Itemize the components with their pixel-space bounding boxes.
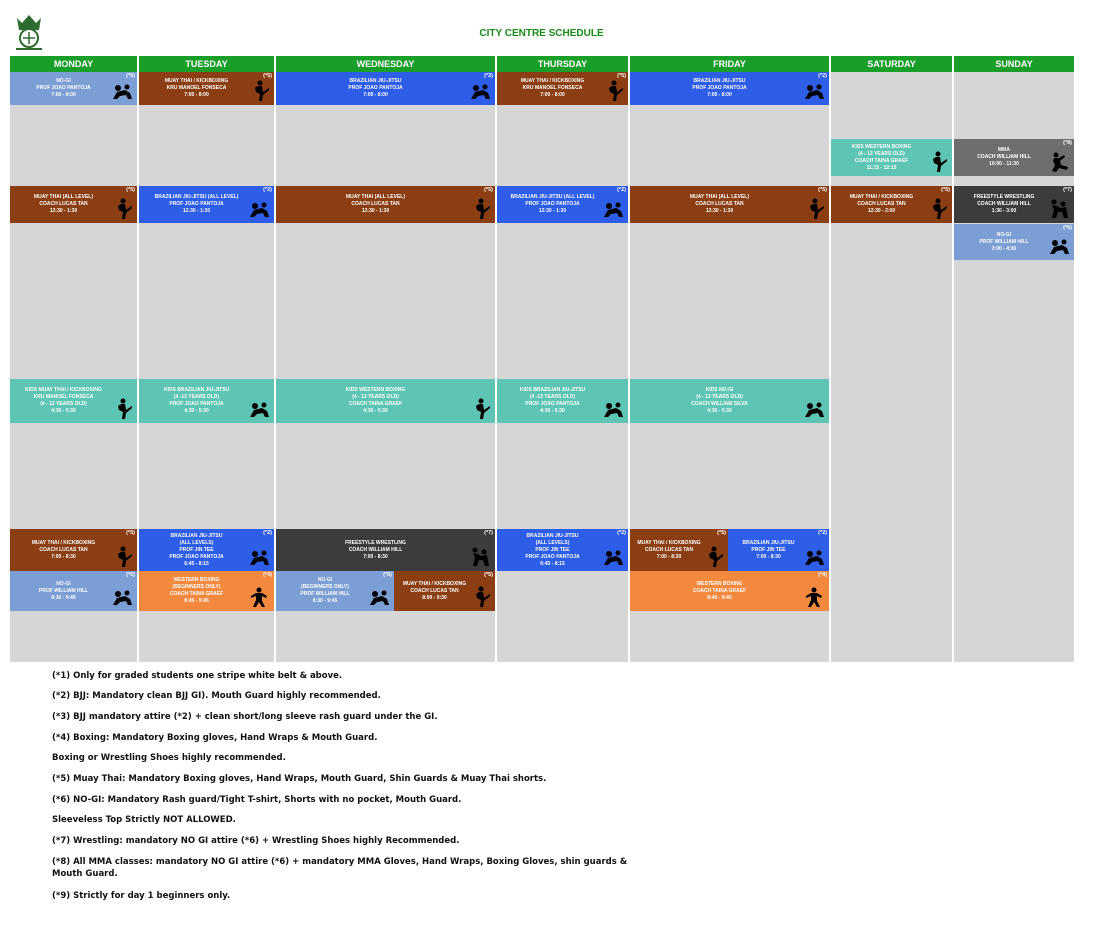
class-text: KIDS WESTERN BOXING — [345, 387, 406, 393]
note-line: (*9) Strictly for day 1 beginners only. — [52, 891, 231, 901]
class-text: COACH TAINA GRAEF — [348, 401, 403, 407]
class-block — [276, 571, 394, 611]
class-block — [630, 529, 728, 571]
class-text: 7:00 - 8:00 — [707, 92, 732, 98]
kick-figure-icon — [111, 546, 133, 568]
kick-figure-icon — [469, 198, 491, 220]
class-text: 4:30 - 5:30 — [540, 408, 565, 414]
class-info — [143, 74, 250, 103]
kick-figure-icon — [926, 198, 948, 220]
grappling-figure-icon — [111, 586, 133, 608]
class-text: KRU MANOEL FONSECA — [522, 85, 583, 91]
grappling-figure-icon — [248, 198, 270, 220]
class-text: PROF JOAO PANTOJA — [36, 85, 91, 91]
requirement-code: (*7) — [484, 530, 493, 536]
requirement-code: (*6) — [1063, 225, 1072, 231]
class-info — [280, 531, 471, 569]
class-text: 11:15 - 12:15 — [866, 164, 897, 171]
day-header-sunday: SUNDAY — [954, 56, 1074, 72]
class-text: 12:30 - 1:30 — [49, 208, 78, 214]
class-text: NO-GI — [56, 580, 71, 587]
class-text: 8:00 - 9:30 — [422, 594, 447, 601]
class-text: 7:00 - 8:30 — [363, 553, 388, 560]
class-text: COACH LUCAS TAN — [39, 546, 88, 553]
class-text: 4:30 - 5:30 — [184, 408, 209, 414]
class-text: PROF JOAO PANTOJA — [525, 401, 580, 407]
class-info — [14, 573, 113, 609]
class-text: (4 - 13 YEARS OLD) — [858, 150, 905, 157]
class-text: BRAZILIAN JIU-JITSU (ALL LEVEL) — [510, 194, 595, 200]
day-header-wednesday: WEDNESDAY — [276, 56, 495, 72]
class-block — [497, 72, 628, 105]
class-text: (4 - 12 YEARS OLD) — [40, 401, 87, 407]
class-info — [501, 381, 604, 421]
class-block — [139, 529, 274, 571]
class-text: PROF WILLIAM HILL — [300, 591, 350, 597]
kick-figure-icon — [803, 198, 825, 220]
class-info — [958, 188, 1050, 221]
class-text: (BEGINNERS ONLY) — [301, 584, 349, 590]
class-info — [634, 74, 805, 103]
class-text: BRAZILIAN JIU-JITSU — [170, 532, 223, 539]
class-info — [958, 141, 1050, 174]
note-line: (*2) BJJ: Mandatory clean BJJ GI). Mouth Guard highly recommended. — [52, 691, 381, 701]
class-text: BRAZILIAN JIU-JITSU — [526, 532, 579, 539]
class-block — [276, 379, 495, 423]
grappling-figure-icon — [248, 398, 270, 420]
class-text: 7:00 - 8:30 — [656, 553, 682, 560]
class-text: KIDS WESTERN BOXING — [851, 143, 912, 150]
class-text: 8:45 - 9:45 — [707, 594, 732, 601]
class-text: BRAZILIAN JIU-JITSU — [742, 539, 795, 546]
requirement-code: (*2) — [818, 73, 827, 79]
class-text: MUAY THAI / KICKBOXING — [849, 194, 914, 200]
class-block — [139, 571, 274, 611]
day-header-tuesday: TUESDAY — [139, 56, 274, 72]
class-text: 8:45 - 9:45 — [184, 598, 209, 604]
class-info — [634, 381, 805, 421]
class-text: MUAY THAI / KICKBOXING — [637, 539, 701, 546]
class-text: 6:45 - 8:15 — [184, 560, 209, 567]
class-text: COACH LUCAS TAN — [695, 201, 744, 207]
requirement-code: (*8) — [1063, 140, 1072, 146]
class-text: COACH LUCAS TAN — [351, 201, 400, 207]
grappling-figure-icon — [111, 80, 133, 102]
class-info — [732, 531, 805, 569]
class-text: BRAZILIAN JIU-JITSU — [693, 78, 746, 84]
class-info — [14, 531, 113, 569]
class-text: COACH LUCAS TAN — [410, 587, 459, 594]
gym-logo-icon — [10, 10, 48, 52]
class-text: (4 - 13 YEARS OLD) — [696, 394, 743, 400]
class-block — [630, 571, 829, 611]
class-text: MUAY THAI / KICKBOXING — [31, 539, 96, 546]
requirement-code: (*5) — [717, 530, 726, 536]
class-block — [831, 186, 952, 223]
class-text: COACH TAINA GRAEF — [169, 591, 224, 597]
class-block — [276, 72, 495, 105]
class-block — [497, 379, 628, 423]
class-text: KRU MANOEL FONSECA — [33, 394, 94, 400]
class-info — [280, 573, 370, 609]
class-info — [634, 531, 704, 569]
note-line: Sleeveless Top Strictly NOT ALLOWED. — [52, 815, 236, 825]
class-text: 3:00 - 4:30 — [991, 245, 1017, 252]
class-text: PROF WILLIAM HILL — [38, 587, 89, 594]
requirement-code: (*5) — [263, 73, 272, 79]
class-block — [10, 379, 137, 423]
requirement-code: (*5) — [484, 572, 493, 578]
note-line: (*5) Muay Thai: Mandatory Boxing gloves, Hand Wraps, Mouth Guard, Shin Guards & Muay Thai shorts. — [52, 774, 547, 784]
class-info — [835, 141, 928, 174]
grappling-figure-icon — [368, 586, 390, 608]
class-text: COACH WILLIAM HILL — [977, 154, 1031, 160]
class-text: 6:45 - 8:15 — [540, 560, 565, 567]
class-info — [634, 573, 805, 609]
class-text: BRAZILIAN JIU-JITSU — [349, 78, 402, 84]
kick-figure-icon — [926, 151, 948, 173]
class-text: PROF JOAO PANTOJA — [169, 201, 224, 207]
kick-figure-icon — [469, 398, 491, 420]
class-block — [10, 529, 137, 571]
note-line: (*3) BJJ mandatory attire (*2) + clean short/long sleeve rash guard under the GI. — [52, 712, 438, 722]
class-text: MUAY THAI / KICKBOXING — [520, 78, 585, 84]
class-text: COACH WILLIAM HILL — [977, 201, 1031, 207]
class-text: PROF JOAO PANTOJA — [692, 85, 747, 91]
class-block — [10, 571, 137, 611]
day-header-thursday: THURSDAY — [497, 56, 628, 72]
class-text: MUAY THAI (ALL LEVEL) — [33, 194, 94, 200]
requirement-code: (*2) — [818, 530, 827, 536]
class-block — [10, 72, 137, 105]
requirement-code: (*5) — [617, 73, 626, 79]
class-block — [728, 529, 829, 571]
kick-figure-icon — [602, 80, 624, 102]
class-text: NO-GI — [56, 78, 71, 84]
class-text: MUAY THAI (ALL LEVEL) — [345, 194, 406, 200]
class-text: 4:30 - 5:30 — [51, 408, 76, 414]
class-block — [954, 139, 1074, 176]
kick-figure-icon — [702, 546, 724, 568]
class-info — [280, 381, 471, 421]
class-text: COACH LUCAS TAN — [39, 201, 88, 207]
class-block — [630, 72, 829, 105]
class-text: 12:30 - 1:30 — [361, 208, 390, 214]
class-info — [280, 188, 471, 221]
kick-figure-icon — [469, 586, 491, 608]
class-block — [954, 224, 1074, 260]
class-info — [14, 74, 113, 103]
requirement-code: (*4) — [818, 572, 827, 578]
class-text: KIDS NO-GI — [705, 387, 734, 393]
page-title: CITY CENTRE SCHEDULE — [479, 28, 604, 39]
class-text: PROF JIN TEE — [751, 546, 786, 553]
class-text: (4 -13 YEARS OLD) — [173, 394, 220, 400]
class-info — [143, 573, 250, 609]
requirement-code: (*6) — [126, 73, 135, 79]
grappling-figure-icon — [803, 398, 825, 420]
class-text: PROF JOAO PANTOJA — [169, 553, 224, 560]
class-text: 12:30 - 1:30 — [538, 208, 567, 214]
class-info — [835, 188, 928, 221]
note-line: (*8) All MMA classes: mandatory NO GI attire (*6) + mandatory MMA Gloves, Hand Wraps, Boxing Gloves, shin guards & Mouth Guard. — [52, 857, 628, 879]
kick-figure-icon — [111, 198, 133, 220]
class-text: PROF JOAO PANTOJA — [525, 201, 580, 207]
class-text: 7:00 - 8:00 — [540, 92, 565, 98]
grappling-figure-icon — [469, 80, 491, 102]
class-info — [501, 188, 604, 221]
class-text: MUAY THAI / KICKBOXING — [164, 78, 229, 84]
class-text: NO-GI — [317, 577, 333, 583]
day-header-friday: FRIDAY — [630, 56, 829, 72]
wrestling-figure-icon — [469, 546, 491, 568]
class-text: 8:30 - 9:45 — [312, 598, 338, 604]
class-block — [954, 186, 1074, 223]
class-text: 7:00 - 8:00 — [184, 92, 209, 98]
grappling-figure-icon — [602, 198, 624, 220]
class-info — [501, 74, 604, 103]
requirement-code: (*2) — [484, 73, 493, 79]
kick-figure-icon — [248, 80, 270, 102]
boxing-figure-icon — [248, 586, 270, 608]
class-info — [958, 226, 1050, 258]
class-info — [14, 188, 113, 221]
requirement-code: (*6) — [383, 572, 392, 578]
class-block — [394, 571, 495, 611]
class-text: WESTERN BOXING — [696, 580, 743, 587]
class-text: 7:00 - 8:00 — [51, 92, 76, 98]
class-text: FREESTYLE WRESTLING — [345, 539, 406, 546]
requirement-code: (*4) — [263, 572, 272, 578]
note-line: Boxing or Wrestling Shoes highly recommended. — [52, 753, 286, 763]
class-block — [630, 186, 829, 223]
class-info — [14, 381, 113, 421]
day-header-monday: MONDAY — [10, 56, 137, 72]
requirement-code: (*7) — [1063, 187, 1072, 193]
class-text: MUAY THAI (ALL LEVEL) — [689, 194, 750, 200]
requirement-code: (*5) — [126, 187, 135, 193]
class-text: 7:00 - 8:30 — [756, 553, 781, 560]
requirement-code: (*5) — [941, 187, 950, 193]
class-text: COACH WILLIAM SILVA — [691, 401, 748, 407]
class-text: 12:30 - 1:30 — [182, 208, 211, 214]
class-text: (4 - 13 YEARS OLD) — [352, 394, 399, 400]
class-text: COACH LUCAS TAN — [644, 546, 694, 553]
class-text: PROF JOAO PANTOJA — [169, 401, 224, 407]
requirement-code: (*2) — [617, 530, 626, 536]
class-text: 10:00 - 11:30 — [989, 161, 1019, 167]
class-text: COACH WILLIAM HILL — [348, 546, 403, 553]
class-block — [831, 139, 952, 176]
note-line: (*6) NO-GI: Mandatory Rash guard/Tight T-shirt, Shorts with no pocket, Mouth Guard. — [52, 795, 462, 805]
class-text: 1:30 - 3:00 — [991, 208, 1017, 214]
class-text: PROF WILLIAM HILL — [979, 238, 1029, 245]
class-text: 12:30 - 2:00 — [867, 208, 896, 214]
requirement-code: (*5) — [126, 530, 135, 536]
grappling-figure-icon — [803, 546, 825, 568]
note-line: (*4) Boxing: Mandatory Boxing gloves, Hand Wraps & Mouth Guard. — [52, 733, 378, 743]
boxing-figure-icon — [803, 586, 825, 608]
class-block — [139, 186, 274, 223]
class-block — [630, 379, 829, 423]
day-column — [497, 72, 628, 662]
class-text: WESTERN BOXING — [173, 577, 220, 583]
requirement-code: (*5) — [818, 187, 827, 193]
class-text: 7:00 - 8:30 — [51, 553, 76, 560]
class-text: KRU MANOEL FONSECA — [166, 85, 227, 91]
class-block — [276, 529, 495, 571]
wrestling-figure-icon — [1048, 198, 1070, 220]
schedule-grid — [10, 56, 1074, 664]
class-text: KIDS MUAY THAI / KICKBOXING — [25, 387, 102, 393]
class-block — [10, 186, 137, 223]
grappling-figure-icon — [248, 546, 270, 568]
requirement-code: (*2) — [263, 530, 272, 536]
class-text: (ALL LEVELS) — [535, 539, 570, 546]
class-text: MUAY THAI / KICKBOXING — [402, 580, 467, 587]
grappling-figure-icon — [803, 80, 825, 102]
note-line: (*1) Only for graded students one stripe white belt & above. — [52, 671, 343, 681]
class-block — [139, 379, 274, 423]
class-info — [143, 381, 250, 421]
grappling-figure-icon — [602, 398, 624, 420]
class-info — [143, 531, 250, 569]
class-text: COACH TAINA GRAEF — [854, 157, 909, 164]
requirement-code: (*6) — [126, 572, 135, 578]
class-text: KIDS BRAZILIAN JIU-JITSU — [519, 387, 586, 393]
class-text: (ALL LEVELS) — [179, 539, 214, 546]
class-text: MMA — [998, 147, 1010, 153]
class-text: PROF JOAO PANTOJA — [525, 553, 580, 560]
class-info — [143, 188, 250, 221]
class-text: (4 -13 YEARS OLD) — [529, 394, 576, 400]
class-info — [501, 531, 604, 569]
class-block — [497, 529, 628, 571]
requirement-code: (*2) — [263, 187, 272, 193]
class-info — [398, 573, 471, 609]
class-text: PROF JIN TEE — [535, 546, 570, 553]
class-text: 8:30 - 9:45 — [51, 594, 76, 601]
class-text: BRAZILIAN JIU-JITSU (ALL LEVEL) — [154, 194, 239, 200]
requirement-code: (*2) — [617, 187, 626, 193]
grappling-figure-icon — [602, 546, 624, 568]
class-text: PROF JOAO PANTOJA — [348, 85, 403, 91]
class-text: (BEGINNERS ONLY) — [172, 584, 221, 590]
class-text: COACH TAINA GRAEF — [692, 587, 747, 594]
class-text: 4:30 - 5:30 — [363, 408, 388, 414]
class-text: 4:30 - 5:30 — [707, 408, 732, 414]
class-text: PROF JIN TEE — [179, 546, 214, 553]
class-block — [276, 186, 495, 223]
class-block — [497, 186, 628, 223]
class-info — [634, 188, 805, 221]
class-text: FREESTYLE WRESTLING — [973, 194, 1035, 200]
class-text: KIDS BRAZILIAN JIU-JITSU — [163, 387, 230, 393]
class-text: COACH LUCAS TAN — [857, 201, 906, 207]
class-block — [139, 72, 274, 105]
grappling-figure-icon — [1048, 235, 1070, 257]
kick-figure-icon — [111, 398, 133, 420]
mma-figure-icon — [1048, 151, 1070, 173]
class-text: 12:30 - 1:30 — [705, 208, 734, 214]
class-text: NO-GI — [996, 231, 1012, 238]
class-info — [280, 74, 471, 103]
note-line: (*7) Wrestling: mandatory NO GI attire (*6) + Wrestling Shoes highly Recommended. — [52, 836, 460, 846]
day-header-saturday: SATURDAY — [831, 56, 952, 72]
class-text: 7:00 - 8:00 — [363, 92, 388, 98]
requirement-code: (*5) — [484, 187, 493, 193]
